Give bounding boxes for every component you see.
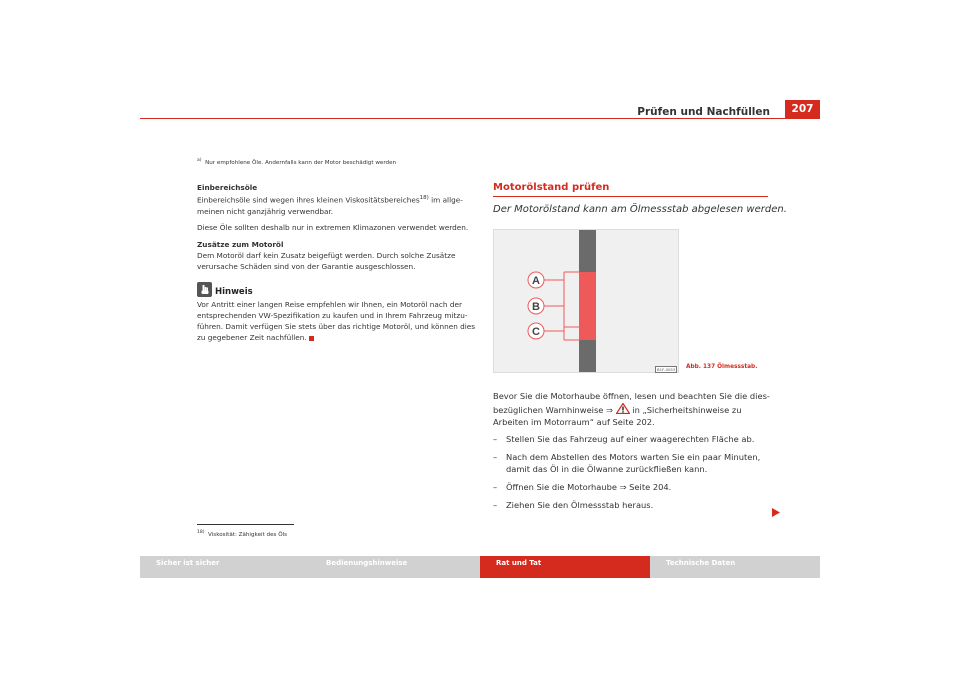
footnote-top-text: Nur empfohlene Öle. Andernfalls kann der Motor beschädigt werden [205,159,397,166]
footnote-bottom [197,530,287,538]
footnote-rule [197,524,294,525]
footnote-top-marker: a) [197,158,202,163]
section-rule [493,196,768,197]
step-dash: – [493,499,498,510]
next-page-arrow-icon[interactable] [772,508,780,517]
intro-text-end: in „Sicherheitshinweise zu Arbeiten im Motorraum“ auf Seite 202. [493,404,742,427]
tab-technische-daten[interactable]: Technische Daten [650,556,820,578]
step-text: Nach dem Abstellen des Motors warten Sie ein paar Minuten, damit das Öl in die Ölwanne zurückfließen kann. [506,452,761,474]
note-text-body: Vor Antritt einer langen Reise empfehlen wir Ihnen, ein Motoröl nach der entsprechenden VW-Spezifikation zu kaufen und in Ihrem Fahrzeug mitzuführen. Damit verfügen Sie stets über das richtige Motoröl, und können dies zu gegebener Zeit nachfüllen. [197,299,476,343]
note-header [197,282,477,297]
tab-bedienungshinweise[interactable]: Bedienungshinweise [310,556,480,578]
section-title: Motorölstand prüfen [493,182,610,193]
step-item [493,452,778,476]
step-text: Ziehen Sie den Ölmessstab heraus. [506,499,654,510]
section-end-mark [309,336,314,341]
callout-label-b: B [532,301,540,313]
step-item [493,434,778,446]
paragraph-climate: Diese Öle sollten deshalb nur in extremen Klimazonen verwendet werden. [197,223,469,233]
step-item [493,500,778,512]
oil-level-zone [579,272,596,340]
dipstick-figure [493,229,679,373]
note-icon [197,282,212,297]
callout-label-c: C [532,326,540,338]
callout-label-a: A [532,275,540,287]
footnote-ref-18[interactable]: 18) [419,195,429,202]
step-item [493,482,778,494]
step-text: Öffnen Sie die Motorhaube ⇒ Seite 204. [506,481,672,492]
right-text-body [493,391,778,517]
heading-single-grade-oils: Einbereichsöle [197,183,258,192]
left-column [197,182,477,349]
dipstick-illustration [494,230,678,372]
figure-code: B1F-0053 [657,367,676,372]
tab-sicher-ist-sicher[interactable]: Sicher ist sicher [140,556,310,578]
paragraph-single-grade-text-end: im allgemeinen nicht ganzjährig verwendbar. [197,195,463,217]
note-title: Hinweis [215,286,253,297]
intro-paragraph [493,391,778,428]
warning-icon[interactable] [616,403,630,414]
paragraph-single-grade-text: Einbereichsöle sind wegen ihres kleinen Viskositätsbereiches [197,195,420,205]
note-text [197,299,477,344]
footnote-bottom-marker: 18) [197,530,205,535]
hand-pointer-icon [199,284,210,295]
step-text: Stellen Sie das Fahrzeug auf einer waagerechten Fläche ab. [506,434,755,445]
step-dash: – [493,434,498,445]
paragraph-single-grade [197,193,477,217]
heading-additives: Zusätze zum Motoröl [197,239,284,249]
page-header-title: Prüfen und Nachfüllen [637,106,770,118]
tab-rat-und-tat[interactable]: Rat und Tat [480,556,650,578]
step-dash: – [493,481,498,492]
page-number: 207 [785,100,820,118]
paragraph-additives: Dem Motoröl darf kein Zusatz beigefügt werden. Durch solche Zusätze verursache Schäden sind von der Garantie ausgeschlossen. [197,250,456,272]
footnote-bottom-text: Viskosität: Zähigkeit des Öls [208,531,288,538]
section-subtitle: Der Motorölstand kann am Ölmessstab abgelesen werden. [493,204,787,215]
footnote-top [197,158,396,166]
intro-text-start: Bevor Sie die Motorhaube öffnen, lesen und beachten Sie die diesbezüglichen Warnhinweise ⇒ [493,391,770,415]
header-rule [140,118,820,119]
step-dash: – [493,452,498,463]
figure-caption: Abb. 137 Ölmessstab. [686,364,758,370]
